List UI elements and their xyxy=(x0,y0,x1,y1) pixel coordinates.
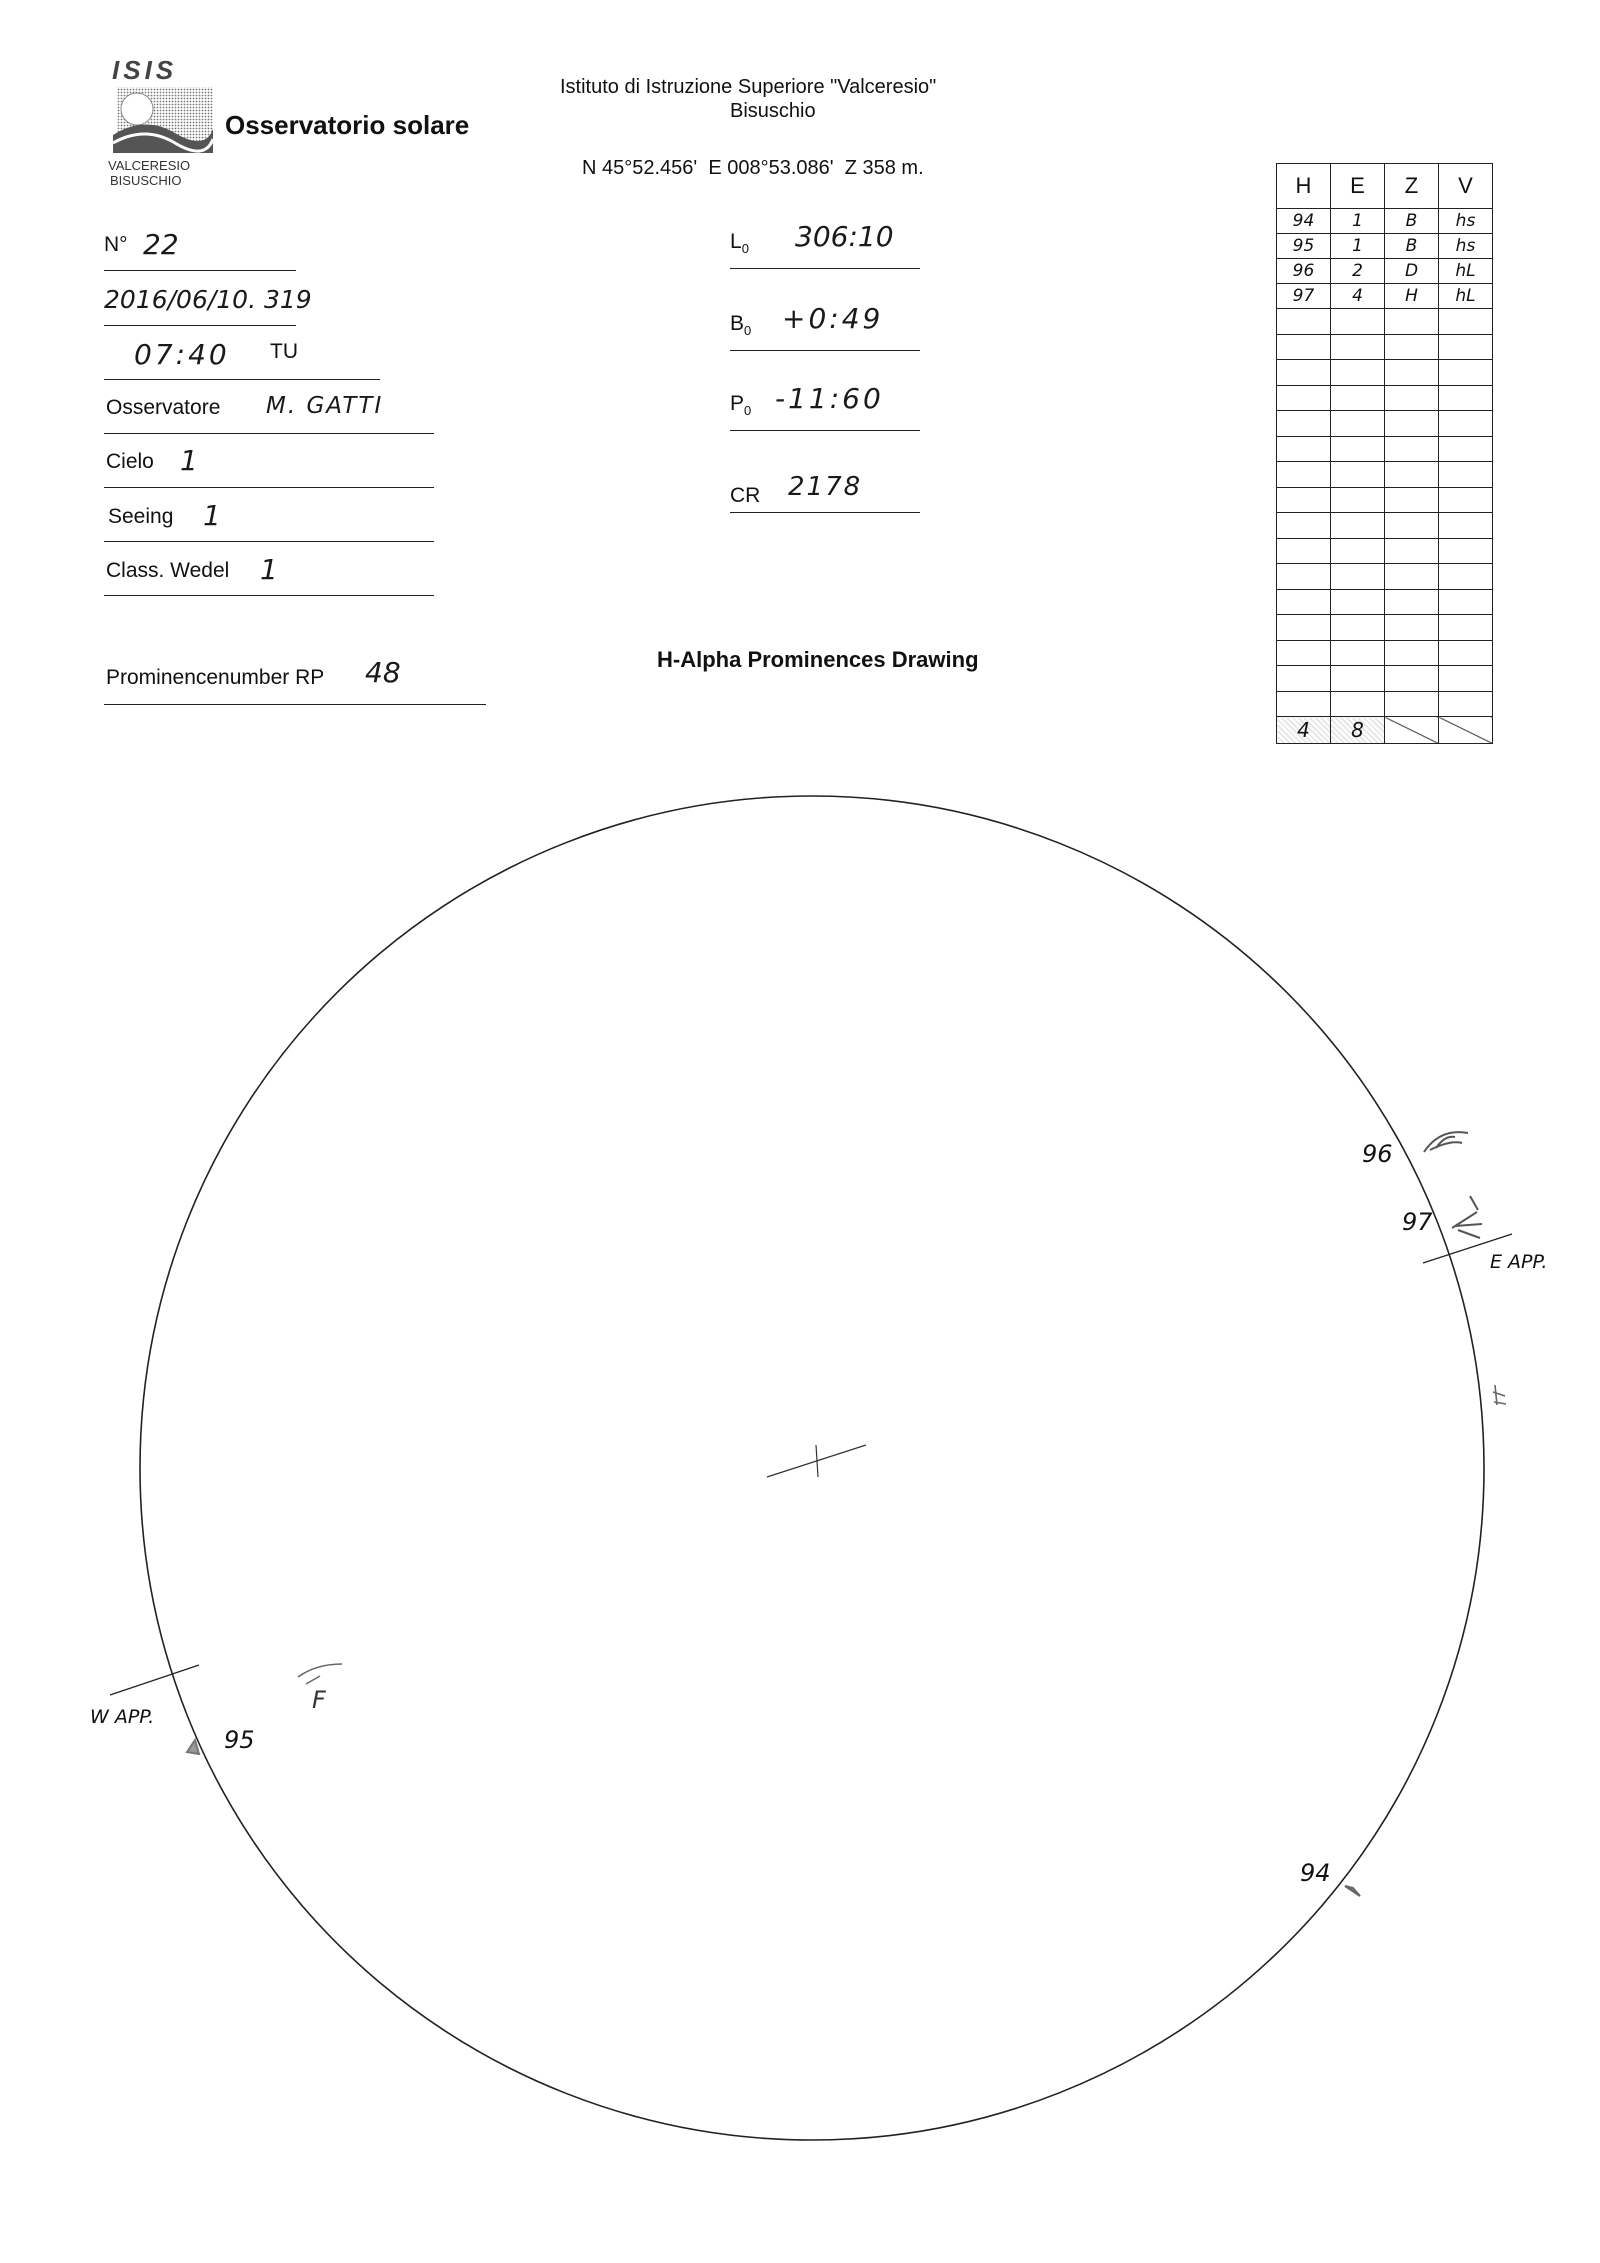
wedel-value: 1 xyxy=(260,553,278,586)
l0-value: 306:10 xyxy=(795,220,894,253)
p0-value: -11:60 xyxy=(775,382,884,415)
table-cell: D xyxy=(1385,259,1439,284)
table-cell: 1 xyxy=(1331,234,1385,259)
b0-value: +0:49 xyxy=(782,302,884,335)
table-cell: B xyxy=(1385,209,1439,234)
institute-city: Bisuschio xyxy=(730,100,816,122)
label-96: 96 xyxy=(1362,1140,1393,1168)
institute-name: Istituto di Istruzione Superiore "Valceresio" xyxy=(560,76,937,98)
table-cell: 94 xyxy=(1277,209,1331,234)
logo-town: BISUSCHIO xyxy=(110,173,182,188)
table-cell: 4 xyxy=(1331,284,1385,309)
table-header-cell: Z xyxy=(1385,164,1439,209)
table-cell: 2 xyxy=(1331,259,1385,284)
institute-coords: N 45°52.456' E 008°53.086' Z 358 m. xyxy=(582,157,924,179)
time-unit-label: TU xyxy=(270,340,298,363)
prominence-97-sketch xyxy=(1452,1196,1482,1238)
facula-f-sketch xyxy=(298,1664,342,1684)
seeing-value: 1 xyxy=(203,499,221,532)
label-f: F xyxy=(312,1686,326,1714)
label-97: 97 xyxy=(1402,1208,1433,1236)
prominence-94-sketch xyxy=(1345,1886,1360,1896)
label-95: 95 xyxy=(224,1726,255,1754)
drawing-title: H-Alpha Prominences Drawing xyxy=(657,647,979,672)
solar-disk-outline xyxy=(140,796,1484,2140)
table-header-cell: E xyxy=(1331,164,1385,209)
table-cell: hL xyxy=(1439,259,1493,284)
number-value: 22 xyxy=(143,228,179,261)
date-value: 2016/06/10. 319 xyxy=(104,285,312,314)
number-label: N° xyxy=(104,233,128,256)
table-cell: hs xyxy=(1439,209,1493,234)
table-cell: 1 xyxy=(1331,209,1385,234)
table-cell: hL xyxy=(1439,284,1493,309)
table-total-cell: 4 xyxy=(1277,717,1331,744)
table-cell: 95 xyxy=(1277,234,1331,259)
wedel-label: Class. Wedel xyxy=(106,559,230,582)
prominence-east-small-sketch xyxy=(1493,1385,1506,1405)
table-cell: 96 xyxy=(1277,259,1331,284)
table-cell: H xyxy=(1385,284,1439,309)
label-w-app: W APP. xyxy=(90,1706,155,1728)
cr-label: CR xyxy=(730,484,761,507)
table-header-cell: V xyxy=(1439,164,1493,209)
l0-label: $L_0$ xyxy=(730,230,749,257)
rp-value: 48 xyxy=(365,656,401,689)
cr-value: 2178 xyxy=(788,472,863,502)
rp-label: Prominencenumber RP xyxy=(106,666,325,689)
prominence-95-sketch xyxy=(187,1740,199,1754)
prominence-96-sketch xyxy=(1424,1132,1468,1152)
sky-value: 1 xyxy=(180,444,198,477)
seeing-label: Seeing xyxy=(108,505,174,528)
observer-value: M. GATTI xyxy=(266,393,384,419)
west-axis-mark xyxy=(110,1665,199,1695)
logo-brand-text: ISIS xyxy=(112,55,178,85)
label-e-app: E APP. xyxy=(1490,1251,1548,1273)
observatory-title: Osservatorio solare xyxy=(225,110,470,140)
b0-label: $B_0$ xyxy=(730,312,752,339)
label-94: 94 xyxy=(1300,1859,1331,1887)
table-cell: 97 xyxy=(1277,284,1331,309)
logo-school-name: VALCERESIO xyxy=(108,158,191,173)
table-cell: B xyxy=(1385,234,1439,259)
p0-label: $P_0$ xyxy=(730,392,752,419)
table-cell: hs xyxy=(1439,234,1493,259)
table-header-cell: H xyxy=(1277,164,1331,209)
table-total-cell: 8 xyxy=(1331,717,1385,744)
sky-label: Cielo xyxy=(106,450,154,473)
time-value: 07:40 xyxy=(134,338,230,371)
observer-label: Osservatore xyxy=(106,396,221,419)
